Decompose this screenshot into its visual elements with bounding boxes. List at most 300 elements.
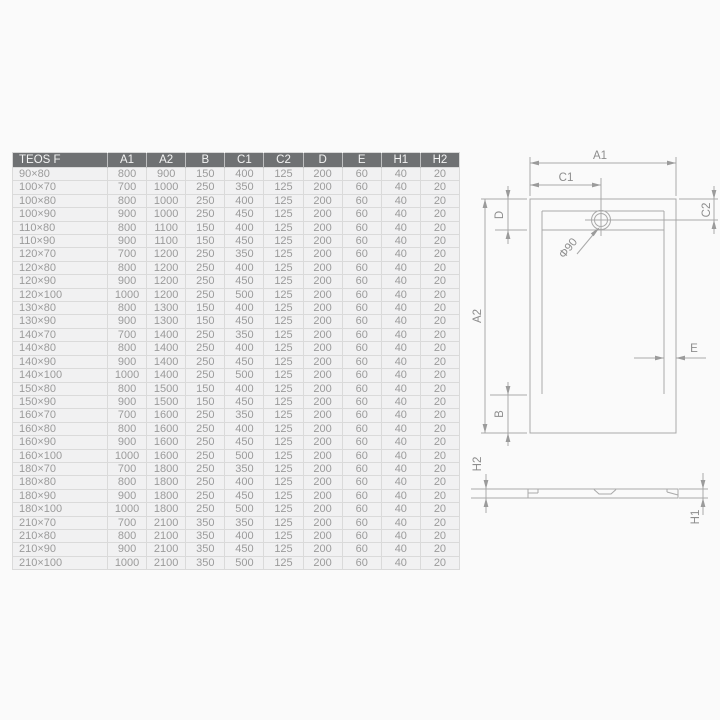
value-cell: 200 — [303, 556, 342, 569]
value-cell: 250 — [186, 422, 225, 435]
table-row — [13, 449, 460, 462]
value-cell: 450 — [225, 395, 264, 408]
value-cell: 800 — [108, 342, 147, 355]
size-cell: 100×70 — [13, 181, 108, 194]
value-cell: 200 — [303, 503, 342, 516]
value-cell: 20 — [420, 328, 459, 341]
value-cell: 125 — [264, 181, 303, 194]
table-row — [13, 516, 460, 529]
value-cell: 20 — [420, 168, 459, 181]
value-cell: 2100 — [147, 556, 186, 569]
value-cell: 200 — [303, 208, 342, 221]
value-cell: 400 — [225, 382, 264, 395]
value-cell: 60 — [342, 235, 381, 248]
value-cell: 900 — [108, 436, 147, 449]
value-cell: 60 — [342, 342, 381, 355]
value-cell: 40 — [381, 503, 420, 516]
size-cell: 100×80 — [13, 194, 108, 207]
value-cell: 1100 — [147, 235, 186, 248]
value-cell: 1000 — [108, 556, 147, 569]
column-header: H1 — [381, 153, 420, 168]
value-cell: 20 — [420, 302, 459, 315]
value-cell: 450 — [225, 436, 264, 449]
value-cell: 900 — [108, 275, 147, 288]
value-cell: 1300 — [147, 315, 186, 328]
size-cell: 210×80 — [13, 529, 108, 542]
value-cell: 1000 — [147, 208, 186, 221]
value-cell: 250 — [186, 208, 225, 221]
size-cell: 160×80 — [13, 422, 108, 435]
value-cell: 250 — [186, 288, 225, 301]
value-cell: 40 — [381, 194, 420, 207]
value-cell: 250 — [186, 328, 225, 341]
header-row — [13, 153, 460, 168]
value-cell: 1000 — [147, 181, 186, 194]
size-cell: 120×70 — [13, 248, 108, 261]
dim-label-e: E — [690, 343, 698, 355]
value-cell: 700 — [108, 328, 147, 341]
value-cell: 40 — [381, 382, 420, 395]
value-cell: 40 — [381, 208, 420, 221]
value-cell: 200 — [303, 315, 342, 328]
value-cell: 450 — [225, 235, 264, 248]
value-cell: 60 — [342, 489, 381, 502]
value-cell: 200 — [303, 462, 342, 475]
value-cell: 800 — [108, 221, 147, 234]
table-row — [13, 422, 460, 435]
drain-diameter-label: Φ90 — [557, 236, 581, 261]
value-cell: 20 — [420, 248, 459, 261]
value-cell: 200 — [303, 436, 342, 449]
value-cell: 125 — [264, 342, 303, 355]
table-row — [13, 529, 460, 542]
value-cell: 60 — [342, 543, 381, 556]
value-cell: 200 — [303, 342, 342, 355]
value-cell: 350 — [225, 409, 264, 422]
value-cell: 20 — [420, 181, 459, 194]
value-cell: 1000 — [108, 288, 147, 301]
table-row — [13, 382, 460, 395]
value-cell: 150 — [186, 221, 225, 234]
value-cell: 125 — [264, 436, 303, 449]
value-cell: 20 — [420, 382, 459, 395]
value-cell: 40 — [381, 328, 420, 341]
dim-h1 — [679, 473, 708, 524]
value-cell: 125 — [264, 302, 303, 315]
value-cell: 125 — [264, 235, 303, 248]
value-cell: 1200 — [147, 248, 186, 261]
value-cell: 40 — [381, 422, 420, 435]
value-cell: 20 — [420, 449, 459, 462]
dim-c2 — [679, 186, 718, 234]
value-cell: 1600 — [147, 449, 186, 462]
table-row — [13, 208, 460, 221]
value-cell: 200 — [303, 409, 342, 422]
table-row — [13, 543, 460, 556]
value-cell: 2100 — [147, 529, 186, 542]
value-cell: 40 — [381, 168, 420, 181]
value-cell: 20 — [420, 543, 459, 556]
value-cell: 125 — [264, 529, 303, 542]
value-cell: 60 — [342, 315, 381, 328]
column-header: C2 — [264, 153, 303, 168]
value-cell: 450 — [225, 208, 264, 221]
value-cell: 40 — [381, 556, 420, 569]
value-cell: 40 — [381, 369, 420, 382]
value-cell: 125 — [264, 462, 303, 475]
dim-label-b: B — [494, 410, 506, 418]
value-cell: 60 — [342, 449, 381, 462]
value-cell: 500 — [225, 288, 264, 301]
size-cell: 140×70 — [13, 328, 108, 341]
value-cell: 500 — [225, 556, 264, 569]
value-cell: 900 — [108, 315, 147, 328]
value-cell: 60 — [342, 369, 381, 382]
dim-label-a1: A1 — [592, 150, 608, 162]
value-cell: 125 — [264, 476, 303, 489]
value-cell: 200 — [303, 476, 342, 489]
column-header: D — [303, 153, 342, 168]
value-cell: 125 — [264, 409, 303, 422]
value-cell: 40 — [381, 181, 420, 194]
value-cell: 20 — [420, 288, 459, 301]
value-cell: 200 — [303, 288, 342, 301]
size-cell: 180×80 — [13, 476, 108, 489]
value-cell: 40 — [381, 275, 420, 288]
size-cell: 160×70 — [13, 409, 108, 422]
tray-outer-edge — [530, 199, 676, 433]
value-cell: 40 — [381, 235, 420, 248]
size-cell: 130×90 — [13, 315, 108, 328]
table-row — [13, 556, 460, 569]
value-cell: 200 — [303, 168, 342, 181]
size-cell: 180×70 — [13, 462, 108, 475]
value-cell: 1400 — [147, 328, 186, 341]
value-cell: 400 — [225, 302, 264, 315]
value-cell: 20 — [420, 342, 459, 355]
value-cell: 350 — [225, 462, 264, 475]
value-cell: 500 — [225, 369, 264, 382]
value-cell: 40 — [381, 489, 420, 502]
value-cell: 1400 — [147, 342, 186, 355]
value-cell: 60 — [342, 208, 381, 221]
value-cell: 20 — [420, 355, 459, 368]
value-cell: 20 — [420, 556, 459, 569]
size-cell: 210×100 — [13, 556, 108, 569]
value-cell: 60 — [342, 328, 381, 341]
value-cell: 125 — [264, 168, 303, 181]
value-cell: 125 — [264, 382, 303, 395]
value-cell: 60 — [342, 302, 381, 315]
value-cell: 1500 — [147, 395, 186, 408]
size-cell: 110×80 — [13, 221, 108, 234]
size-cell: 90×80 — [13, 168, 108, 181]
value-cell: 40 — [381, 248, 420, 261]
value-cell: 40 — [381, 395, 420, 408]
value-cell: 40 — [381, 409, 420, 422]
value-cell: 40 — [381, 342, 420, 355]
dimension-table-body — [13, 168, 460, 570]
value-cell: 200 — [303, 529, 342, 542]
table-row — [13, 355, 460, 368]
table-row — [13, 489, 460, 502]
value-cell: 1000 — [147, 194, 186, 207]
value-cell: 20 — [420, 194, 459, 207]
value-cell: 350 — [186, 516, 225, 529]
value-cell: 60 — [342, 168, 381, 181]
table-row — [13, 194, 460, 207]
value-cell: 1800 — [147, 503, 186, 516]
tray-top-view — [530, 178, 718, 433]
value-cell: 900 — [108, 543, 147, 556]
value-cell: 150 — [186, 315, 225, 328]
value-cell: 2100 — [147, 543, 186, 556]
value-cell: 60 — [342, 476, 381, 489]
value-cell: 200 — [303, 235, 342, 248]
size-cell: 180×90 — [13, 489, 108, 502]
size-cell: 130×80 — [13, 302, 108, 315]
value-cell: 800 — [108, 382, 147, 395]
value-cell: 450 — [225, 315, 264, 328]
value-cell: 125 — [264, 194, 303, 207]
value-cell: 400 — [225, 476, 264, 489]
value-cell: 125 — [264, 275, 303, 288]
value-cell: 200 — [303, 355, 342, 368]
value-cell: 20 — [420, 221, 459, 234]
value-cell: 200 — [303, 395, 342, 408]
tray-side-view — [528, 489, 678, 498]
value-cell: 150 — [186, 235, 225, 248]
value-cell: 350 — [186, 543, 225, 556]
dim-label-h2: H2 — [472, 456, 484, 472]
dim-label-c1: C1 — [558, 172, 574, 184]
value-cell: 60 — [342, 181, 381, 194]
table-row — [13, 248, 460, 261]
value-cell: 40 — [381, 516, 420, 529]
value-cell: 20 — [420, 489, 459, 502]
value-cell: 350 — [186, 556, 225, 569]
value-cell: 60 — [342, 288, 381, 301]
value-cell: 125 — [264, 248, 303, 261]
size-cell: 140×90 — [13, 355, 108, 368]
value-cell: 125 — [264, 395, 303, 408]
value-cell: 20 — [420, 422, 459, 435]
value-cell: 350 — [225, 248, 264, 261]
dim-a1 — [530, 150, 676, 196]
value-cell: 20 — [420, 208, 459, 221]
value-cell: 20 — [420, 503, 459, 516]
value-cell: 1600 — [147, 409, 186, 422]
value-cell: 125 — [264, 288, 303, 301]
side-drain-recess — [594, 490, 616, 495]
value-cell: 20 — [420, 436, 459, 449]
dim-label-d: D — [494, 210, 506, 220]
value-cell: 20 — [420, 476, 459, 489]
value-cell: 250 — [186, 409, 225, 422]
value-cell: 20 — [420, 235, 459, 248]
value-cell: 20 — [420, 529, 459, 542]
value-cell: 200 — [303, 422, 342, 435]
table-row — [13, 315, 460, 328]
size-cell: 100×90 — [13, 208, 108, 221]
value-cell: 150 — [186, 168, 225, 181]
value-cell: 250 — [186, 275, 225, 288]
value-cell: 150 — [186, 302, 225, 315]
value-cell: 20 — [420, 369, 459, 382]
value-cell: 125 — [264, 369, 303, 382]
value-cell: 60 — [342, 248, 381, 261]
dim-label-a2: A2 — [472, 308, 484, 324]
value-cell: 125 — [264, 556, 303, 569]
value-cell: 1600 — [147, 436, 186, 449]
value-cell: 400 — [225, 529, 264, 542]
dim-d — [494, 186, 527, 244]
value-cell: 20 — [420, 395, 459, 408]
table-row — [13, 409, 460, 422]
value-cell: 250 — [186, 462, 225, 475]
value-cell: 20 — [420, 516, 459, 529]
table-row — [13, 395, 460, 408]
value-cell: 350 — [225, 328, 264, 341]
value-cell: 1800 — [147, 476, 186, 489]
dimension-table — [12, 152, 460, 570]
value-cell: 125 — [264, 261, 303, 274]
value-cell: 200 — [303, 516, 342, 529]
value-cell: 200 — [303, 369, 342, 382]
value-cell: 900 — [108, 355, 147, 368]
table-row — [13, 462, 460, 475]
value-cell: 60 — [342, 395, 381, 408]
value-cell: 40 — [381, 436, 420, 449]
value-cell: 800 — [108, 168, 147, 181]
value-cell: 800 — [108, 194, 147, 207]
dim-label-h1: H1 — [690, 509, 702, 525]
table-row — [13, 221, 460, 234]
value-cell: 350 — [225, 181, 264, 194]
value-cell: 250 — [186, 194, 225, 207]
value-cell: 450 — [225, 355, 264, 368]
value-cell: 60 — [342, 382, 381, 395]
column-header: B — [186, 153, 225, 168]
value-cell: 450 — [225, 275, 264, 288]
value-cell: 400 — [225, 168, 264, 181]
value-cell: 700 — [108, 462, 147, 475]
value-cell: 125 — [264, 328, 303, 341]
value-cell: 125 — [264, 449, 303, 462]
column-header: E — [342, 153, 381, 168]
column-header-size: TEOS F — [13, 153, 108, 168]
value-cell: 60 — [342, 462, 381, 475]
size-cell: 160×90 — [13, 436, 108, 449]
value-cell: 800 — [108, 476, 147, 489]
dim-a2 — [472, 199, 527, 433]
value-cell: 400 — [225, 194, 264, 207]
value-cell: 250 — [186, 342, 225, 355]
value-cell: 450 — [225, 543, 264, 556]
dimension-table-header — [13, 153, 460, 168]
value-cell: 40 — [381, 476, 420, 489]
value-cell: 20 — [420, 462, 459, 475]
value-cell: 1100 — [147, 221, 186, 234]
table-row — [13, 328, 460, 341]
size-cell: 210×90 — [13, 543, 108, 556]
value-cell: 900 — [108, 489, 147, 502]
size-cell: 120×90 — [13, 275, 108, 288]
value-cell: 200 — [303, 543, 342, 556]
drain-callout — [557, 227, 600, 261]
value-cell: 350 — [186, 529, 225, 542]
value-cell: 40 — [381, 462, 420, 475]
size-cell: 110×90 — [13, 235, 108, 248]
value-cell: 150 — [186, 395, 225, 408]
value-cell: 250 — [186, 449, 225, 462]
table-row — [13, 436, 460, 449]
value-cell: 200 — [303, 261, 342, 274]
table-row — [13, 369, 460, 382]
dim-h2 — [471, 457, 528, 513]
value-cell: 60 — [342, 275, 381, 288]
value-cell: 40 — [381, 221, 420, 234]
column-header: C1 — [225, 153, 264, 168]
size-cell: 120×80 — [13, 261, 108, 274]
table-row — [13, 342, 460, 355]
value-cell: 350 — [225, 516, 264, 529]
value-cell: 400 — [225, 221, 264, 234]
value-cell: 60 — [342, 436, 381, 449]
value-cell: 900 — [147, 168, 186, 181]
value-cell: 700 — [108, 248, 147, 261]
value-cell: 400 — [225, 342, 264, 355]
value-cell: 1300 — [147, 302, 186, 315]
value-cell: 20 — [420, 315, 459, 328]
value-cell: 250 — [186, 248, 225, 261]
value-cell: 800 — [108, 261, 147, 274]
value-cell: 40 — [381, 288, 420, 301]
table-row — [13, 503, 460, 516]
table-row — [13, 476, 460, 489]
table-row — [13, 181, 460, 194]
value-cell: 40 — [381, 315, 420, 328]
value-cell: 125 — [264, 315, 303, 328]
table-row — [13, 235, 460, 248]
value-cell: 125 — [264, 503, 303, 516]
value-cell: 450 — [225, 489, 264, 502]
value-cell: 400 — [225, 422, 264, 435]
value-cell: 125 — [264, 543, 303, 556]
value-cell: 700 — [108, 181, 147, 194]
value-cell: 250 — [186, 355, 225, 368]
value-cell: 60 — [342, 422, 381, 435]
value-cell: 150 — [186, 382, 225, 395]
value-cell: 200 — [303, 194, 342, 207]
dim-c1 — [530, 172, 601, 187]
value-cell: 200 — [303, 248, 342, 261]
value-cell: 40 — [381, 355, 420, 368]
value-cell: 250 — [186, 489, 225, 502]
value-cell: 900 — [108, 208, 147, 221]
size-cell: 120×100 — [13, 288, 108, 301]
value-cell: 1200 — [147, 275, 186, 288]
size-cell: 140×100 — [13, 369, 108, 382]
value-cell: 800 — [108, 422, 147, 435]
value-cell: 250 — [186, 261, 225, 274]
value-cell: 200 — [303, 302, 342, 315]
value-cell: 125 — [264, 221, 303, 234]
value-cell: 1200 — [147, 288, 186, 301]
value-cell: 200 — [303, 449, 342, 462]
value-cell: 900 — [108, 395, 147, 408]
value-cell: 1800 — [147, 489, 186, 502]
